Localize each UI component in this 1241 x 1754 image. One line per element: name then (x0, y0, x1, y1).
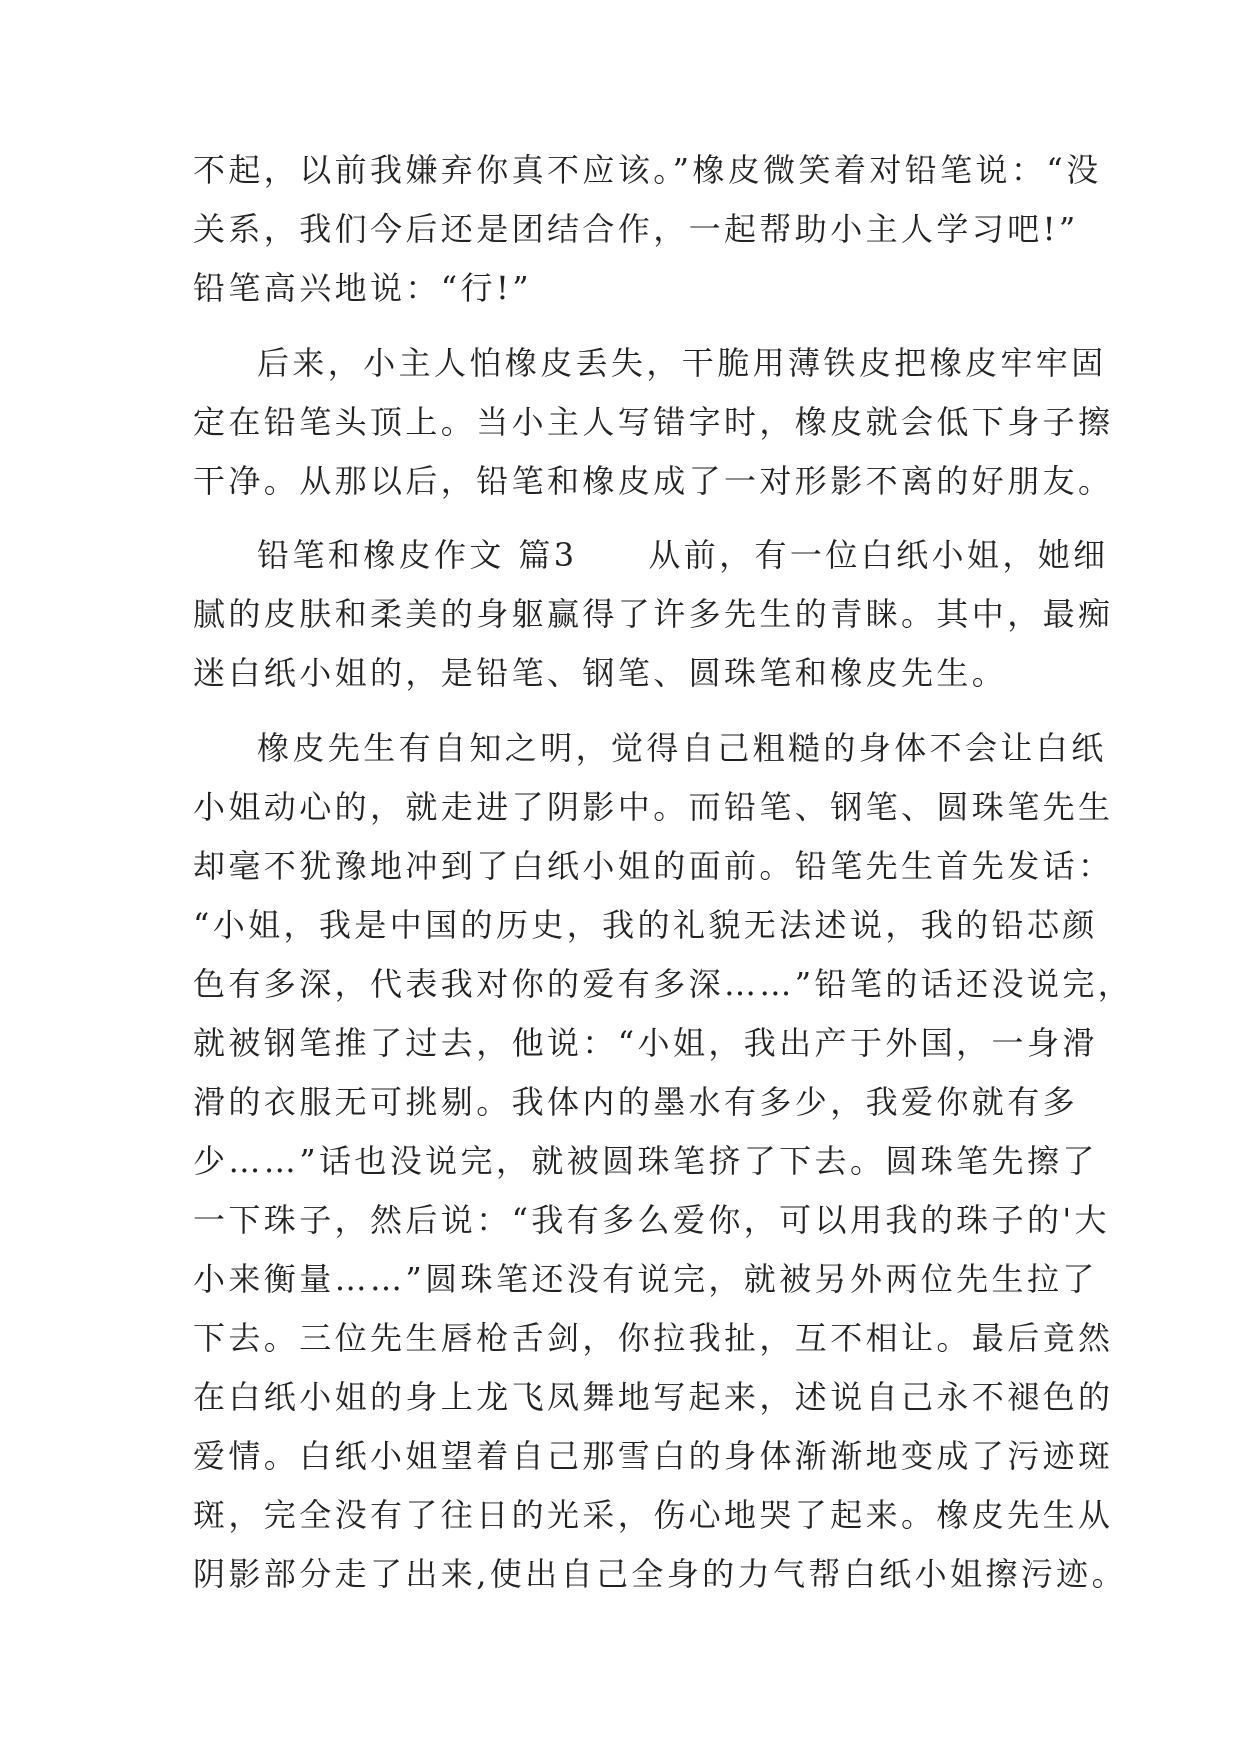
text-line: 却毫不犹豫地冲到了白纸小姐的面前。铅笔先生首先发话： (193, 847, 1114, 885)
text-line: 色有多深，代表我对你的爱有多深……”铅笔的话还没说完， (193, 965, 1134, 1003)
text-line: “小姐，我是中国的历史，我的礼貌无法述说，我的铅芯颜 (193, 906, 1098, 944)
text-line: 一下珠子，然后说：“我有多么爱你，可以用我的珠子的'大 (193, 1201, 1110, 1239)
text-line: 定在铅笔头顶上。当小主人写错字时，橡皮就会低下身子擦 (193, 403, 1114, 441)
text-line: 滑的衣服无可挑剔。我体内的墨水有多少，我爱你就有多 (193, 1083, 1079, 1121)
text-line: 小来衡量……”圆珠笔还没有说完，就被另外两位先生拉了 (193, 1260, 1098, 1298)
text-line: 就被钢笔推了过去，他说：“小姐，我出产于外国，一身滑 (193, 1024, 1098, 1062)
text-line: 在白纸小姐的身上龙飞凤舞地写起来，述说自己永不褪色的 (193, 1378, 1114, 1416)
text-line: 爱情。白纸小姐望着自己那雪白的身体渐渐地变成了污迹斑 (193, 1437, 1114, 1475)
text-line: 不起，以前我嫌弃你真不应该。”橡皮微笑着对铅笔说：“没 (193, 151, 1102, 189)
section-heading-line: 铅笔和橡皮作文 篇3 从前，有一位白纸小姐，她细 (257, 536, 1109, 574)
text-line: 小姐动心的，就走进了阴影中。而铅笔、钢笔、圆珠笔先生 (193, 788, 1114, 826)
text-line: 迷白纸小姐的，是铅笔、钢笔、圆珠笔和橡皮先生。 (193, 654, 1008, 692)
text-line: 腻的皮肤和柔美的身躯赢得了许多先生的青睐。其中，最痴 (193, 595, 1114, 633)
text-line: 斑，完全没有了往日的光采，伤心地哭了起来。橡皮先生从 (193, 1496, 1114, 1534)
text-line: 后来，小主人怕橡皮丢失，干脆用薄铁皮把橡皮牢牢固 (257, 344, 1107, 382)
text-line: 铅笔高兴地说：“行!” (193, 269, 532, 307)
text-line: 下去。三位先生唇枪舌剑，你拉我扯，互不相让。最后竟然 (193, 1319, 1114, 1357)
text-line: 橡皮先生有自知之明，觉得自己粗糙的身体不会让白纸 (257, 729, 1107, 767)
text-line: 阴影部分走了出来,使出自己全身的力气帮白纸小姐擦污迹。 (193, 1555, 1127, 1593)
text-line: 关系，我们今后还是团结合作，一起帮助小主人学习吧!” (193, 210, 1079, 248)
text-line: 少……”话也没说完，就被圆珠笔挤了下去。圆珠笔先擦了 (193, 1142, 1098, 1180)
text-line: 干净。从那以后，铅笔和橡皮成了一对形影不离的好朋友。 (193, 462, 1114, 500)
